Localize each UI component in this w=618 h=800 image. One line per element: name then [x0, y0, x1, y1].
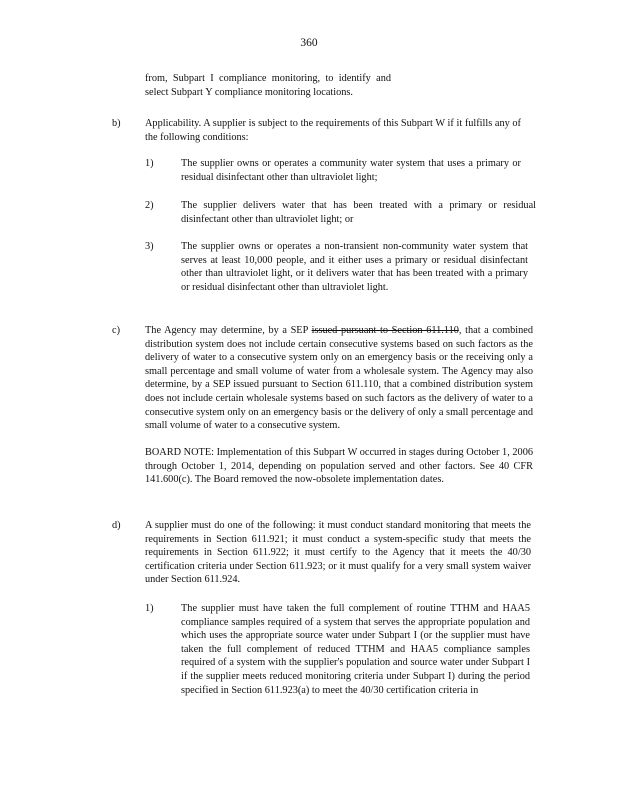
b-item-2-label: 2) [145, 200, 154, 211]
section-c-label: c) [112, 325, 120, 336]
d-item-1-label: 1) [145, 603, 154, 614]
b-item-1-label: 1) [145, 158, 154, 169]
d-item-1-text: The supplier must have taken the full complement of routine TTHM and HAA5 compliance samples required of a system that serves the appropriate population and which uses the appropriate source water under Subpart I (or the supplier must have taken the full complement of reduced TTHM and HAA5 compliance samples required of a system with the supplier's population and source water under Subpart I if the supplier meets reduced monitoring criteria under Subpart I) during the period specified in Section 611.923(a) to meet the 40/30 certification criteria in [181, 603, 530, 696]
section-b-label: b) [112, 118, 121, 129]
board-note: BOARD NOTE: Implementation of this Subpart W occurred in stages during October 1, 2006 through October 1, 2014, depending on population served and other factors. See 40 CFR 141.600(c). The Board removed the now-obsolete implementation dates. [145, 447, 533, 486]
b-item-1-text: The supplier owns or operates a community water system that uses a primary or residual disinfectant other than ultraviolet light; [181, 158, 521, 183]
section-d-label: d) [112, 520, 121, 531]
b-item-2-text: The supplier delivers water that has been treated with a primary or residual disinfectant other than ultraviolet light; or [181, 200, 536, 225]
section-c-text [145, 324, 533, 433]
section-c-text-rest: , that a combined distribution system does not include certain consecutive systems based on such factors as the delivery of water to a consecutive system only on an emergency basis or the receiving only a small percentage and small volume of water from a wholesale system. The Agency may also determine, by a SEP issued pursuant to Section 611.110, that a combined distribution system does not include certain wholesale systems based on such factors as the delivery of water to a consecutive system only on an emergency basis or the delivery of only a small percentage and small volume of water to a consecutive system. [145, 325, 533, 432]
section-d-text: A supplier must do one of the following: it must conduct standard monitoring that meets the requirements in Section 611.921; it must conduct a system-specific study that meets the requirements in Section 611.922; it must certify to the Agency that it meets the 40/30 certification criteria under Section 611.923; or it must qualify for a very small system waiver under Section 611.924. [145, 520, 531, 586]
continuation-paragraph: from, Subpart I compliance monitoring, to identify and select Subpart Y compliance monitoring locations. [145, 73, 391, 98]
struck-text: issued pursuant to Section 611.110 [311, 325, 459, 336]
b-item-3-text: The supplier owns or operates a non-transient non-community water system that serves at least 10,000 people, and it either uses a primary or residual disinfectant other than ultraviolet light, or it delivers water that has been treated with a primary or residual disinfectant other than ultraviolet light. [181, 241, 528, 293]
page-number: 360 [300, 37, 318, 49]
section-b-text: Applicability. A supplier is subject to the requirements of this Subpart W if it fulfills any of the following conditions: [145, 118, 521, 143]
b-item-3-label: 3) [145, 241, 154, 252]
section-c-text-start: The Agency may determine, by a SEP [145, 325, 312, 336]
